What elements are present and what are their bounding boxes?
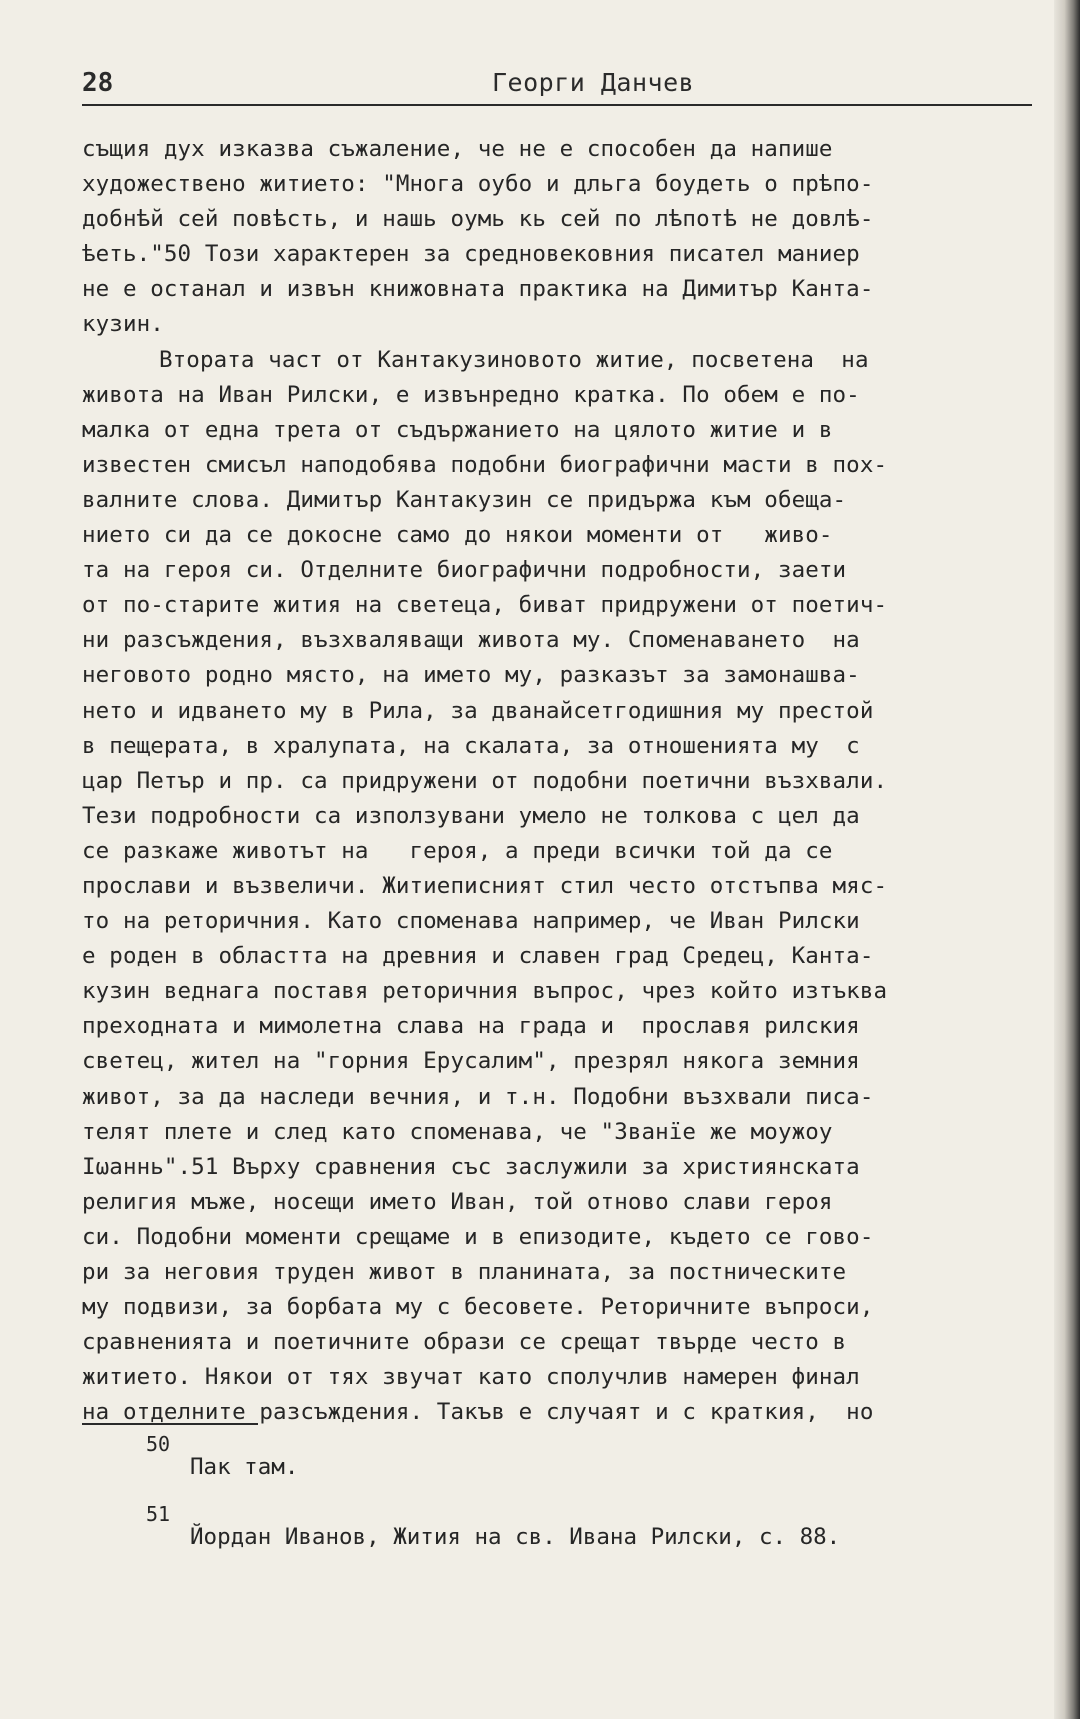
footnote	[146, 1502, 1036, 1572]
text-line: живот, за да наследи вечния, и т.н. Подобни възхвали писа-	[82, 1083, 874, 1110]
text-line: преходната и мимолетна слава на града и прославя рилския	[82, 1013, 860, 1040]
running-head: Георги Данчев	[492, 68, 695, 97]
text-line: се разкаже животът на героя, а преди всички той да се	[82, 837, 833, 864]
text-line: ни разсъждения, възхваляващи живота му. Споменаването на	[82, 627, 860, 654]
text-line: известен смисъл наподобява подобни биографични масти в пох-	[82, 451, 888, 478]
footnote-number: 51	[146, 1502, 171, 1526]
text-line: светец, жител на "горния Ерусалим", презрял някога земния	[82, 1048, 860, 1075]
text-line: прослави и възвеличи. Житиеписният стил често отстъпва мяс-	[82, 872, 888, 899]
footnote	[146, 1432, 1036, 1502]
footnote-text: Йордан Иванов, Жития на св. Ивана Рилски, с. 88.	[190, 1524, 841, 1550]
text-line: ѣеть."50 Този характерен за средновековния писател маниер	[82, 241, 860, 268]
footnote-text: Пак там.	[190, 1454, 299, 1480]
text-line: от по-старите жития на светеца, биват придружени от поетич-	[82, 592, 888, 619]
text-line: житието. Някои от тях звучат като сполучлив намерен финал	[82, 1364, 860, 1391]
text-line: добнѣй сей повѣсть, и нашь оумь кь сей по лѣпотѣ не довлѣ-	[82, 206, 874, 233]
text-line: художествено житието: "Многа оубо и дльга боудеть о прѣпо-	[82, 171, 874, 198]
text-line: Тези подробности са използувани умело не толкова с цел да	[82, 802, 860, 829]
text-line: та на героя си. Отделните биографични подробности, заети	[82, 557, 847, 584]
text-line: не е останал и извън книжовната практика на Димитър Канта-	[82, 276, 874, 303]
text-line: валните слова. Димитър Кантакузин се придържа към обеща-	[82, 486, 847, 513]
text-line: му подвизи, за борбата му с бесовете. Реторичните въпроси,	[82, 1294, 874, 1321]
text-line: същия дух изказва съжаление, че не е способен да напише	[82, 136, 833, 162]
page-header	[82, 64, 1032, 106]
footnote-number: 50	[146, 1432, 171, 1456]
text-line: кузин.	[82, 311, 164, 338]
text-line: ри за неговия труден живот в планината, за постническите	[82, 1259, 847, 1285]
text-line: сравненията и поетичните образи се срещат твърде често в	[82, 1329, 847, 1356]
footnotes	[146, 1432, 1036, 1572]
text-line: в пещерата, в хралупата, на скалата, за отношенията му с	[82, 732, 860, 759]
text-line: си. Подобни моменти срещаме и в епизодите, където се гово-	[82, 1223, 874, 1250]
text-line: е роден в областта на древния и славен град Средец, Канта-	[82, 943, 874, 970]
text-line: кузин веднага поставя реторичния въпрос, чрез който изтъква	[82, 978, 888, 1005]
text-line: неговото родно място, на името му, разказът за замонашва-	[82, 662, 860, 689]
text-line: живота на Иван Рилски, е извънредно кратка. По обем е по-	[82, 381, 860, 408]
text-line: на отделните разсъждения. Такъв е случаят и с краткия, но	[82, 1399, 874, 1426]
book-spine-shadow	[1054, 0, 1080, 1719]
text-line: Іωаннь".51 Върху сравнения със заслужили за християнската	[82, 1153, 860, 1180]
footnote-separator	[82, 1423, 258, 1425]
text-line: цар Петър и пр. са придружени от подобни поетични възхвали.	[82, 767, 888, 794]
text-line: малка от една трета от съдържанието на цялото житие и в	[82, 416, 833, 443]
text-line: телят плете и след като споменава, че "Званїе же моужоу	[82, 1118, 833, 1145]
text-line: религия мъже, носещи името Иван, той отново слави героя	[82, 1188, 833, 1215]
text-line: нето и идването му в Рила, за дванайсетгодишния му престой	[82, 697, 874, 724]
text-line: нието си да се докосне само до някои моменти от живо-	[82, 522, 833, 549]
text-line: то на реторичния. Като споменава например, че Иван Рилски	[82, 908, 860, 935]
paragraph-start-line: Втората част от Кантакузиновото житие, посветена на	[159, 346, 869, 373]
body-text	[82, 132, 1032, 1430]
page-number: 28	[82, 68, 114, 98]
